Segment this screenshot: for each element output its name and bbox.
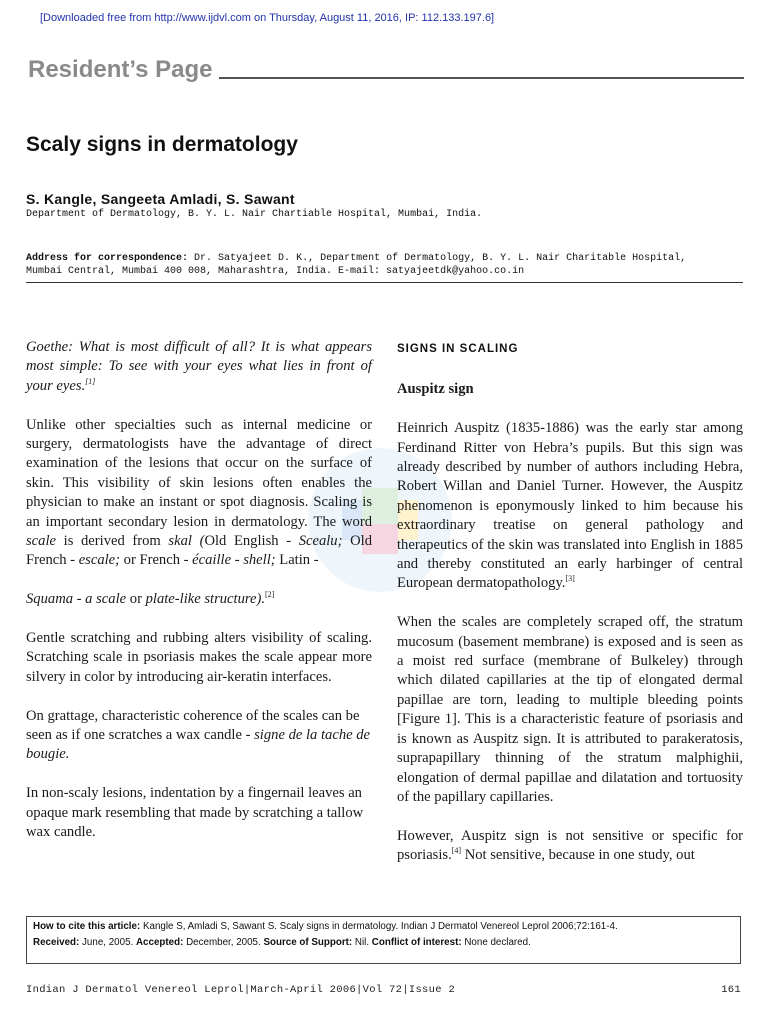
cite-label: How to cite this article: [33,921,141,932]
correspondence-label: Address for correspondence: [26,253,189,264]
term-squama: Squama - a scale [26,591,127,608]
term-escale: escale; [78,552,121,569]
correspondence-text: Dr. Satyajeet D. K., Department of Dermatology, B. Y. L. Nair Charitable Hospital, Mumbai Central, Mumbai 400 008, Maharashtra, India. E-mail: satyajeetdk@yahoo.co.in [26,253,687,277]
article-title: Scaly signs in dermatology [26,133,298,156]
support-value: Nil. [354,937,370,948]
paragraph-nonscaly: In non-scaly lesions, indentation by a fingernail leaves an opaque mark resembling that made by scratching a tallow wax candle. [26,785,364,841]
term-plate: plate-like structure). [145,591,266,608]
affiliation: Department of Dermatology, B. Y. L. Nair Chartiable Hospital, Mumbai, India. [26,209,483,220]
cite-text: Kangle S, Amladi S, Sawant S. Scaly signs in dermatology. Indian J Dermatol Venereol Leprol 2006;72:161-4. [142,921,618,932]
intro-text-c: Old English - [204,533,299,550]
section-title: Resident’s Page [28,56,213,83]
right-column [397,338,743,885]
conflict-value: None declared. [464,937,531,948]
accepted-value: December, 2005. [186,937,261,948]
paragraph-intro [26,416,372,571]
term-skal: skal ( [168,533,205,550]
intro-text-e: or French - [120,552,193,569]
term-scealu: Scealu; [298,533,343,550]
intro-text-d: Old French - [26,533,372,569]
intro-text-f: Latin - [275,552,319,569]
footer-journal: Indian J Dermatol Venereol Leprol|March-April 2006|Vol 72|Issue 2 [26,984,456,996]
correspondence [26,252,726,278]
squama-ref[interactable]: [2] [265,590,275,600]
paragraph-auspitz-history [397,419,743,594]
left-column [26,338,372,862]
grattage-text: On grattage, characteristic coherence of the scales can be seen as if one scratches a wax candle - [26,707,360,744]
term-ecaille: écaille - shell; [192,552,276,569]
accepted-label: Accepted: [135,937,184,948]
section-header [28,54,744,84]
section-heading-signs: SIGNS IN SCALING [397,343,519,355]
auspitz-ref[interactable]: [3] [565,574,575,584]
intro-text-a: Unlike other specialties such as internal medicine or surgery, dermatologists have the advantage of direct examination of the lesions that occur on the surface of skin. This visibility of skin lesions often enables the physician to make an instant or spot diagnosis. Scaling is an important secondary lesion in dermatology. The word [26,416,372,530]
paragraph-grattage [26,707,372,765]
received-label: Received: [33,937,80,948]
cite-line [33,920,734,933]
conflict-label: Conflict of interest: [371,937,462,948]
epigraph [26,338,372,396]
squama-or: or [126,591,146,608]
page-number: 161 [721,984,741,996]
auspitz-history-text: Heinrich Auspitz (1835-1886) was the early star among Ferdinand Ritter von Hebra’s pupils. But this sign was already described by number of authors including Hebra, Robert Willan and Daniel Turner. However, the Auspitz phenomenon is eponymously linked to him because his extraordinary treatise on general pathology and therapeutics of the skin was translated into English in 1885 and thereby constituted an early harbinger of central European dermatopathology. [397,420,743,592]
sensitivity-text-b: Not sensitive, because in one study, out [461,847,695,864]
support-label: Source of Support: [263,937,353,948]
download-notice: [Downloaded free from http://www.ijdvl.com on Thursday, August 11, 2016, IP: 112.133.197.6] [40,12,495,24]
epigraph-text: Goethe: What is most difficult of all? It is what appears most simple: To see with your eyes what lies in front of your eyes. [26,339,372,394]
paragraph-scratching: Gentle scratching and rubbing alters visibility of scaling. Scratching scale in psoriasis makes the scale appear more silvery in color by introducing air-keratin interfaces. [26,630,372,685]
term-scale: scale [26,533,56,550]
authors: S. Kangle, Sangeeta Amladi, S. Sawant [26,191,295,207]
paragraph-auspitz-mechanism: When the scales are completely scraped off, the stratum mucosum (basement membrane) is exposed and is seen as a moist red surface (membrane of Bulkeley) through which dilated capillaries at the tip of elongated dermal papillae are torn, leading to multiple bleeding points [Figure 1]. This is a characteristic feature of psoriasis and is known as Auspitz sign. It is attributed to parakeratosis, suprapapillary thinning of the stratum malphighii, elongation of dermal papillae and dilatation and tortuosity of the papillary capillaries. [397,614,743,805]
section-rule [219,77,744,79]
sensitivity-ref[interactable]: [4] [451,846,462,856]
header-divider [26,282,743,283]
paragraph-squama [26,590,372,609]
paragraph-auspitz-sensitivity [397,827,743,866]
sensitivity-text-a: However, Auspitz sign is not sensitive or specific for psoriasis. [397,827,743,864]
citation-box [26,916,741,964]
term-bougie: signe de la tache de bougie. [26,727,371,763]
received-value: June, 2005. [82,937,134,948]
epigraph-ref[interactable]: [1] [85,376,96,386]
page-footer [26,984,741,996]
dates-line [33,936,734,949]
intro-text-b: is derived from [56,533,169,550]
subheading-auspitz: Auspitz sign [397,381,474,398]
